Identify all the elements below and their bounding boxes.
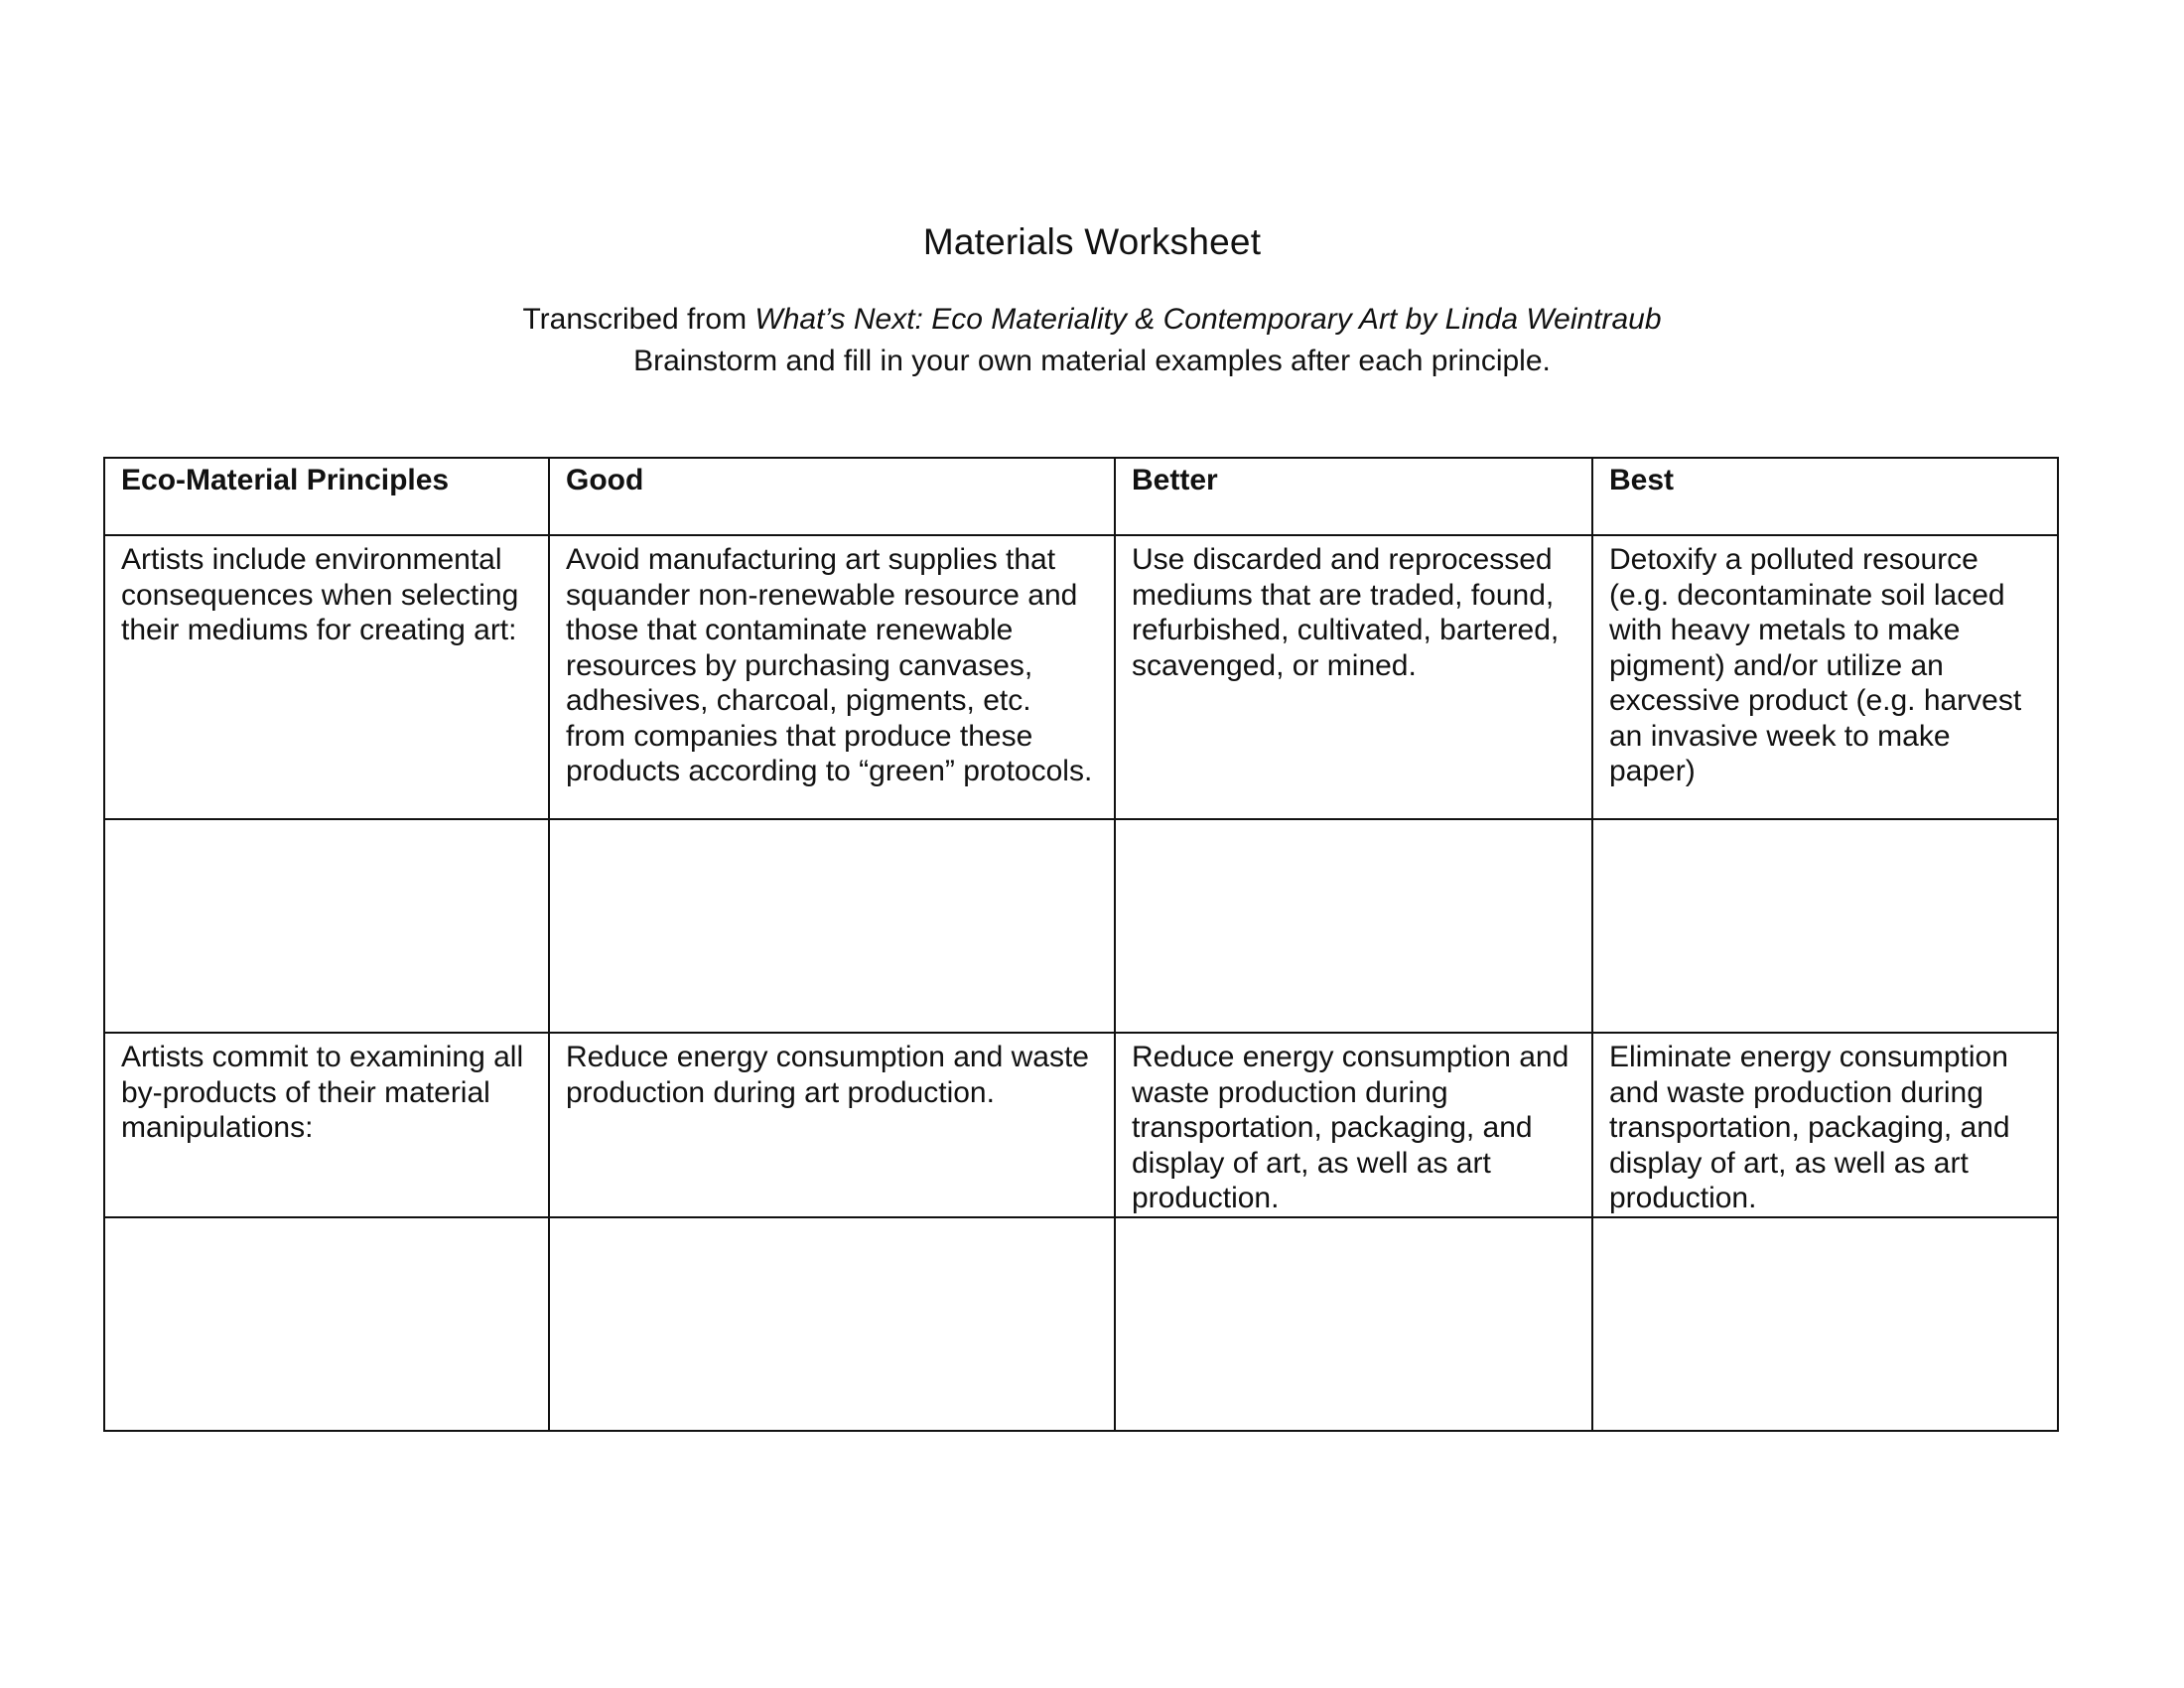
fill-in-principle-cell[interactable]: [104, 1217, 549, 1431]
principle-cell: Artists commit to examining all by-products of their material manipulations:: [104, 1033, 549, 1217]
header-principles: Eco-Material Principles: [104, 458, 549, 535]
best-cell: Detoxify a polluted resource (e.g. decontaminate soil laced with heavy metals to make pigment) and/or utilize an excessive product (e.g. harvest an invasive week to make paper): [1592, 535, 2058, 819]
good-cell: Avoid manufacturing art supplies that squander non-renewable resource and those that contaminate renewable resources by purchasing canvases, adhesives, charcoal, pigments, etc. from companies that produce these products according to “green” protocols.: [549, 535, 1115, 819]
best-cell: Eliminate energy consumption and waste production during transportation, packaging, and display of art, as well as art production.: [1592, 1033, 2058, 1217]
fill-in-best-cell[interactable]: [1592, 819, 2058, 1033]
source-attribution: [0, 300, 2184, 340]
fill-in-better-cell[interactable]: [1115, 819, 1592, 1033]
source-title: What’s Next: Eco Materiality & Contemporary Art by Linda Weintraub: [754, 303, 1662, 336]
fill-in-good-cell[interactable]: [549, 819, 1115, 1033]
header-best: Best: [1592, 458, 2058, 535]
page-title: Materials Worksheet: [922, 221, 1262, 262]
header-better: Better: [1115, 458, 1592, 535]
fill-in-better-cell[interactable]: [1115, 1217, 1592, 1431]
good-cell: Reduce energy consumption and waste production during art production.: [549, 1033, 1115, 1217]
table-header-row: [104, 458, 2058, 535]
table-row: [104, 1033, 2058, 1217]
better-cell: Use discarded and reprocessed mediums that are traded, found, refurbished, cultivated, bartered, scavenged, or mined.: [1115, 535, 1592, 819]
fill-in-row: [104, 1217, 2058, 1431]
header-good: Good: [549, 458, 1115, 535]
instructions: Brainstorm and fill in your own material examples after each principle.: [633, 345, 1551, 377]
better-cell: Reduce energy consumption and waste production during transportation, packaging, and display of art, as well as art production.: [1115, 1033, 1592, 1217]
fill-in-principle-cell[interactable]: [104, 819, 549, 1033]
principles-table: [103, 457, 2059, 1432]
source-prefix: Transcribed from: [522, 303, 755, 336]
fill-in-row: [104, 819, 2058, 1033]
table-row: [104, 535, 2058, 819]
fill-in-best-cell[interactable]: [1592, 1217, 2058, 1431]
principle-cell: Artists include environmental consequences when selecting their mediums for creating art:: [104, 535, 549, 819]
fill-in-good-cell[interactable]: [549, 1217, 1115, 1431]
